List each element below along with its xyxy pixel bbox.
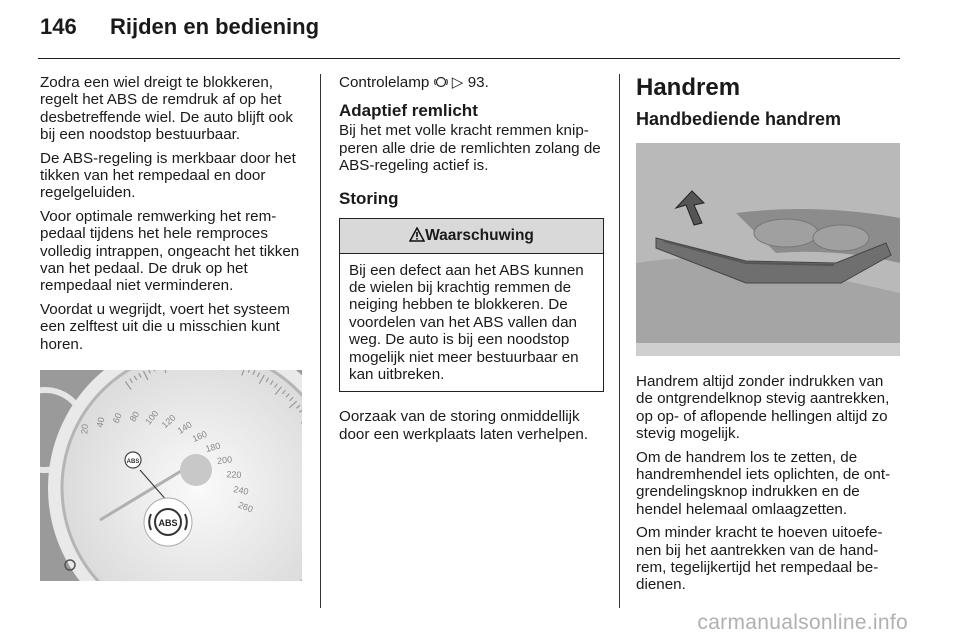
warning-triangle-icon: [409, 227, 425, 242]
gauge-label: 220: [226, 469, 242, 481]
page-reference-link[interactable]: ▷ 93.: [451, 74, 489, 91]
watermark: carmanualsonline.info: [697, 611, 908, 634]
abs-warning-light-small: [125, 452, 141, 468]
page-title: Rijden en bediening: [110, 14, 320, 39]
gauge-label: 260: [236, 499, 255, 515]
abs-paragraph-2: De ABS-regeling is merkbaar door het tikken van het rempedaal en door regelgeluiden.: [40, 149, 296, 202]
abs-paragraph-1: Zodra een wiel dreigt te blokkeren, regelt het ABS de remdruk af op het desbetreffende wiel. De auto blijft ook bij een noodstop bestuurbaar.: [40, 74, 294, 144]
handbrake-paragraph-2: Om de handrem los te zetten, de handremhendel iets oplichten, de ontgrendelingsknop indrukken en de hendel helemaal omlaagzetten.: [636, 448, 891, 518]
handbrake-paragraph-1: Handrem altijd zonder indrukken van de ontgrendelknop stevig aantrekken, op op- of aflopende hellingen altijd zo stevig mogelijk.: [636, 373, 890, 443]
gauge-label: 20: [79, 423, 90, 435]
adaptive-brakelight-text: Bij het met volle kracht remmen knipperen alle drie de remlichten zolang de ABS-regeling actief is.: [339, 122, 601, 175]
fault-repair-text: Oorzaak van de storing onmiddellijk door een werkplaats laten verhelpen.: [339, 408, 589, 443]
abs-paragraph-3: Voor optimale remwerking het rempedaal tijdens het hele remproces volledig intrappen, ongeacht het tikken van het pedaal. De druk op het rempedaal niet verminderen.: [40, 207, 300, 295]
page-number: 146: [40, 14, 77, 39]
ref-prefix: Controlelamp: [339, 74, 430, 91]
column-1: [40, 74, 306, 359]
handbrake-figure: [636, 143, 900, 356]
gauge-label: 100: [143, 408, 161, 427]
speedometer-figure: [40, 370, 302, 581]
abs-large-label: ABS: [158, 518, 178, 528]
column-3-text: [636, 373, 902, 600]
gauge-label: 80: [127, 409, 142, 424]
warning-text: Bij een defect aan het ABS kunnen de wielen bij krachtig remmen de neiging hebben te blokkeren. De voordelen van het ABS vallen dan weg. De auto is bij een noodstop mogelijk niet meer bestuurbaar en kan uitbreken.: [349, 261, 584, 384]
control-lamp-reference: [339, 74, 604, 91]
warning-box: [339, 218, 604, 393]
abs-lamp-icon: [434, 75, 448, 89]
gauge-label: 120: [159, 412, 178, 431]
gauge-label: 140: [175, 419, 194, 436]
column-2: [339, 74, 604, 449]
column-3: [636, 74, 902, 129]
gauge-label: 40: [94, 416, 107, 429]
header-rule: [38, 58, 900, 59]
column-divider-2: [619, 74, 620, 608]
gauge-label: 60: [110, 411, 124, 425]
page-header: [40, 14, 319, 40]
adaptive-brakelight-heading: Adaptief remlicht: [339, 101, 478, 121]
abs-paragraph-4: Voordat u wegrijdt, voert het systeem een zelftest uit die u misschien kunt horen.: [40, 300, 290, 353]
handbrake-heading: Handrem: [636, 74, 741, 101]
handbrake-paragraph-3: Om minder kracht te hoeven uitoefenen bij het aantrekken van de handrem, tegelijkertijd het rempedaal bedienen.: [636, 524, 883, 594]
abs-warning-light-large: [144, 498, 192, 546]
fault-heading: Storing: [339, 188, 399, 208]
warning-title: Waarschuwing: [425, 226, 534, 244]
manual-handbrake-heading: Handbediende handrem: [636, 109, 842, 129]
warning-header: [340, 219, 603, 254]
abs-small-label: ABS: [126, 459, 140, 465]
gauge-label: 200: [216, 454, 233, 466]
gauge-label: 160: [190, 428, 209, 445]
column-divider-1: [320, 74, 321, 608]
gauge-label: 180: [204, 440, 222, 455]
gauge-label: 240: [232, 484, 250, 497]
